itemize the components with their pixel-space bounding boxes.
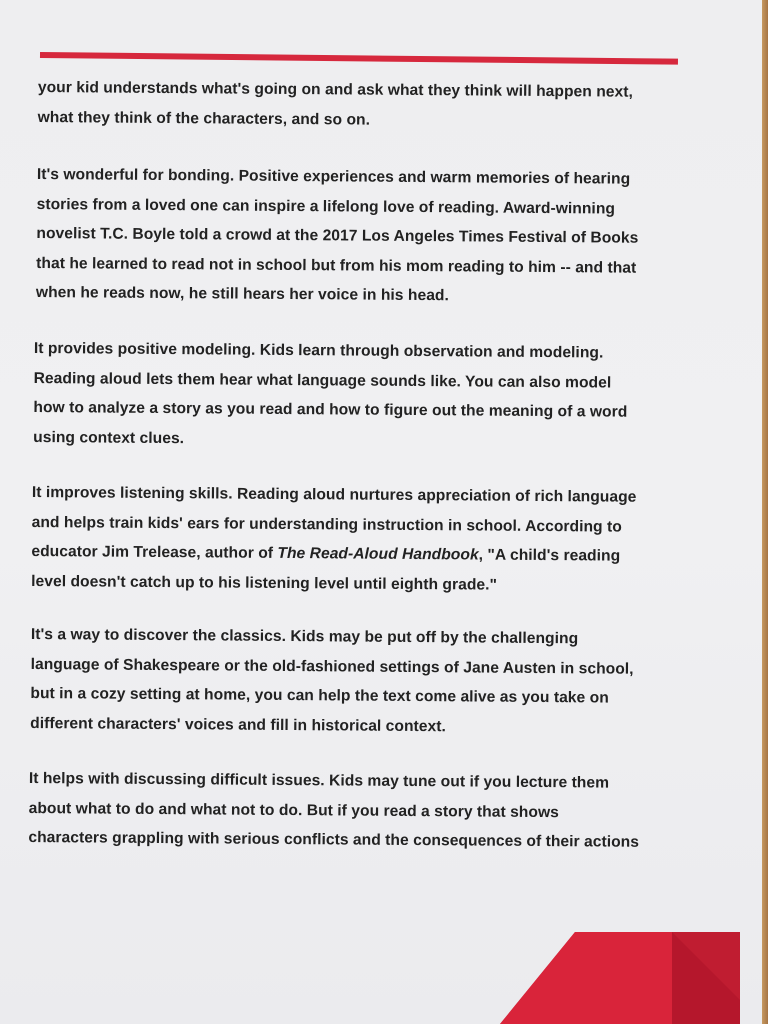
text-line: It provides positive modeling. Kids learn through observation and modeling.: [33, 339, 604, 362]
text-line: It's a way to discover the classics. Kids may be put off by the challenging: [30, 625, 579, 648]
paragraph-difficult-issues: [28, 764, 639, 858]
text-line: about what to do and what not to do. But if you read a story that shows: [28, 799, 559, 821]
text-line: characters grappling with serious conflicts and the consequences of their actions: [28, 829, 640, 851]
paragraph-reading-intro-end: [38, 73, 633, 137]
text-line: Reading aloud lets them hear what language sounds like. You can also model: [33, 369, 612, 392]
text-line: your kid understands what's going on and ask what they think will happen next,: [37, 78, 633, 101]
text-line: different characters' voices and fill in historical context.: [30, 714, 446, 736]
text-line: using context clues.: [33, 428, 185, 447]
text-line: It's wonderful for bonding. Positive experiences and warm memories of hearing: [36, 165, 631, 188]
text-line: how to analyze a story as you read and how to figure out the meaning of a word: [33, 399, 628, 421]
text-line: language of Shakespeare or the old-fashioned settings of Jane Austen in school,: [30, 655, 634, 678]
text-line: level doesn't catch up to his listening level until eighth grade.": [31, 572, 498, 594]
text-line: and helps train kids' ears for understanding instruction in school. According to: [31, 513, 622, 536]
paragraph-modeling: [33, 334, 628, 457]
text-line: but in a cozy setting at home, you can help the text come alive as you take on: [30, 685, 609, 707]
text-line: novelist T.C. Boyle told a crowd at the 2017 Los Angeles Times Festival of Books: [36, 225, 639, 247]
text-line: It helps with discussing difficult issues. Kids may tune out if you lecture them: [28, 769, 610, 792]
paragraph-classics: [30, 620, 634, 743]
paragraph-bonding: [36, 160, 639, 313]
corner-red-graphic: [500, 932, 740, 1024]
text-line: [31, 537, 636, 571]
paragraph-listening: [31, 478, 636, 601]
text-line: what they think of the characters, and so on.: [37, 108, 371, 129]
text-span: , "A child's reading: [478, 546, 621, 565]
text-line: when he reads now, he still hears her voice in his head.: [35, 284, 449, 305]
text-span: educator Jim Trelease, author of: [31, 543, 278, 563]
text-line: It improves listening skills. Reading aloud nurtures appreciation of rich language: [31, 483, 637, 506]
text-line: stories from a loved one can inspire a lifelong love of reading. Award-winning: [36, 195, 616, 218]
book-title: The Read-Aloud Handbook: [277, 545, 479, 564]
text-line: that he learned to read not in school but from his mom reading to him -- and that: [36, 254, 637, 277]
